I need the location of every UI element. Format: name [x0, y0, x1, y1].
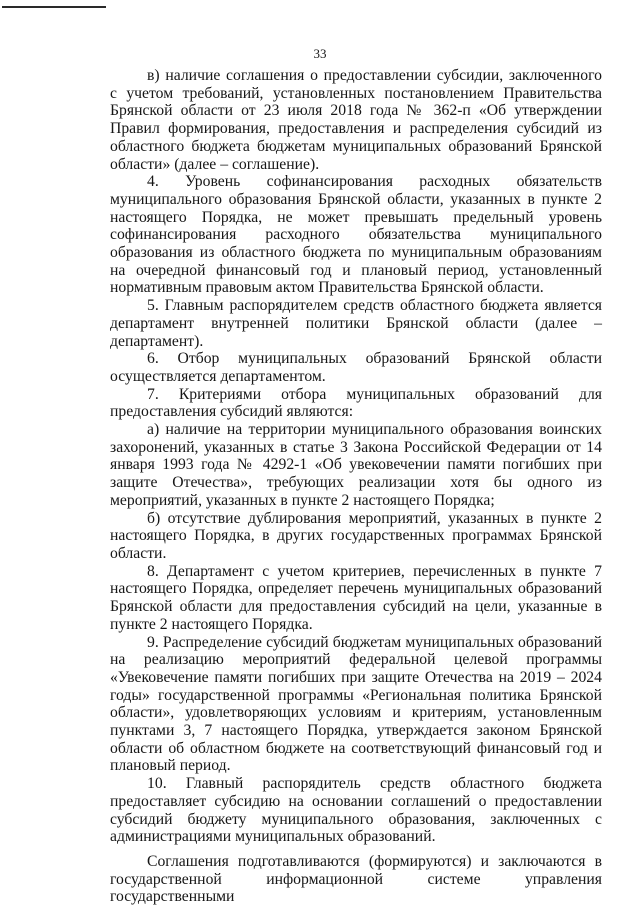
top-rule-line — [2, 6, 106, 8]
paragraph-6: 6. Отбор муниципальных образований Брянской области осуществляется департаментом. — [110, 350, 602, 385]
paragraph-7: 7. Критериями отбора муниципальных образований для предоставления субсидий являются: — [110, 385, 602, 421]
document-body — [110, 67, 602, 906]
paragraph-5: 5. Главным распорядителем средств областного бюджета является департамент внутренней политики Брянской области (далее – департамент). — [110, 297, 602, 350]
paragraph-agreements: Соглашения подготавливаются (формируются) и заключаются в государственной информационной системе управления государственными — [110, 852, 602, 906]
paragraph-3v: в) наличие соглашения о предоставлении субсидии, заключенного с учетом требований, установленных постановлением Правительства Брянской области от 23 июля 2018 года № 362-п «Об утверждении Правил формирования, предоставления и распределения субсидий из областного бюджета бюджетам муниципальных образований Брянской области» (далее – соглашение). — [110, 67, 602, 173]
paragraph-8: 8. Департамент с учетом критериев, перечисленных в пункте 7 настоящего Порядка, определяет перечень муниципальных образований Брянской области для предоставления субсидий на цели, указанные в пункте 2 настоящего Порядка. — [110, 562, 602, 633]
paragraph-9: 9. Распределение субсидий бюджетам муниципальных образований на реализацию мероприятий федеральной целевой программы «Увековечение памяти погибших при защите Отечества на 2019 – 2024 годы» государственной программы «Региональная политика Брянской области», удовлетворяющих условиям и критериям, установленным пунктами 3, 7 настоящего Порядка, утверждается законом Брянской области об областном бюджете на соответствующий финансовый год и плановый период. — [110, 633, 602, 775]
paragraph-7a: а) наличие на территории муниципального образования воинских захоронений, указанных в статье 3 Закона Российской Федерации от 14 января 1993 года № 4292-1 «Об увековечении памяти погибших при защите Отечества», требующих реализации хотя бы одного из мероприятий, указанных в пункте 2 настоящего Порядка; — [110, 421, 602, 509]
paragraph-10: 10. Главный распорядитель средств областного бюджета предоставляет субсидию на основании соглашений о предоставлении субсидий бюджету муниципального образования, заключенных с администрациями муниципальных образований. — [110, 775, 602, 846]
paragraph-7b: б) отсутствие дублирования мероприятий, указанных в пункте 2 настоящего Порядка, в других государственных программах Брянской области. — [110, 509, 602, 562]
page-number: 33 — [313, 46, 327, 61]
paragraph-4: 4. Уровень софинансирования расходных обязательств муниципального образования Брянской области, указанных в пункте 2 настоящего Порядка, не может превышать предельный уровень софинансирования расходного обязательства муниципального образования из областного бюджета по муниципальным образованиям на очередной финансовый год и плановый период, установленный нормативным правовым актом Правительства Брянской области. — [110, 173, 602, 297]
